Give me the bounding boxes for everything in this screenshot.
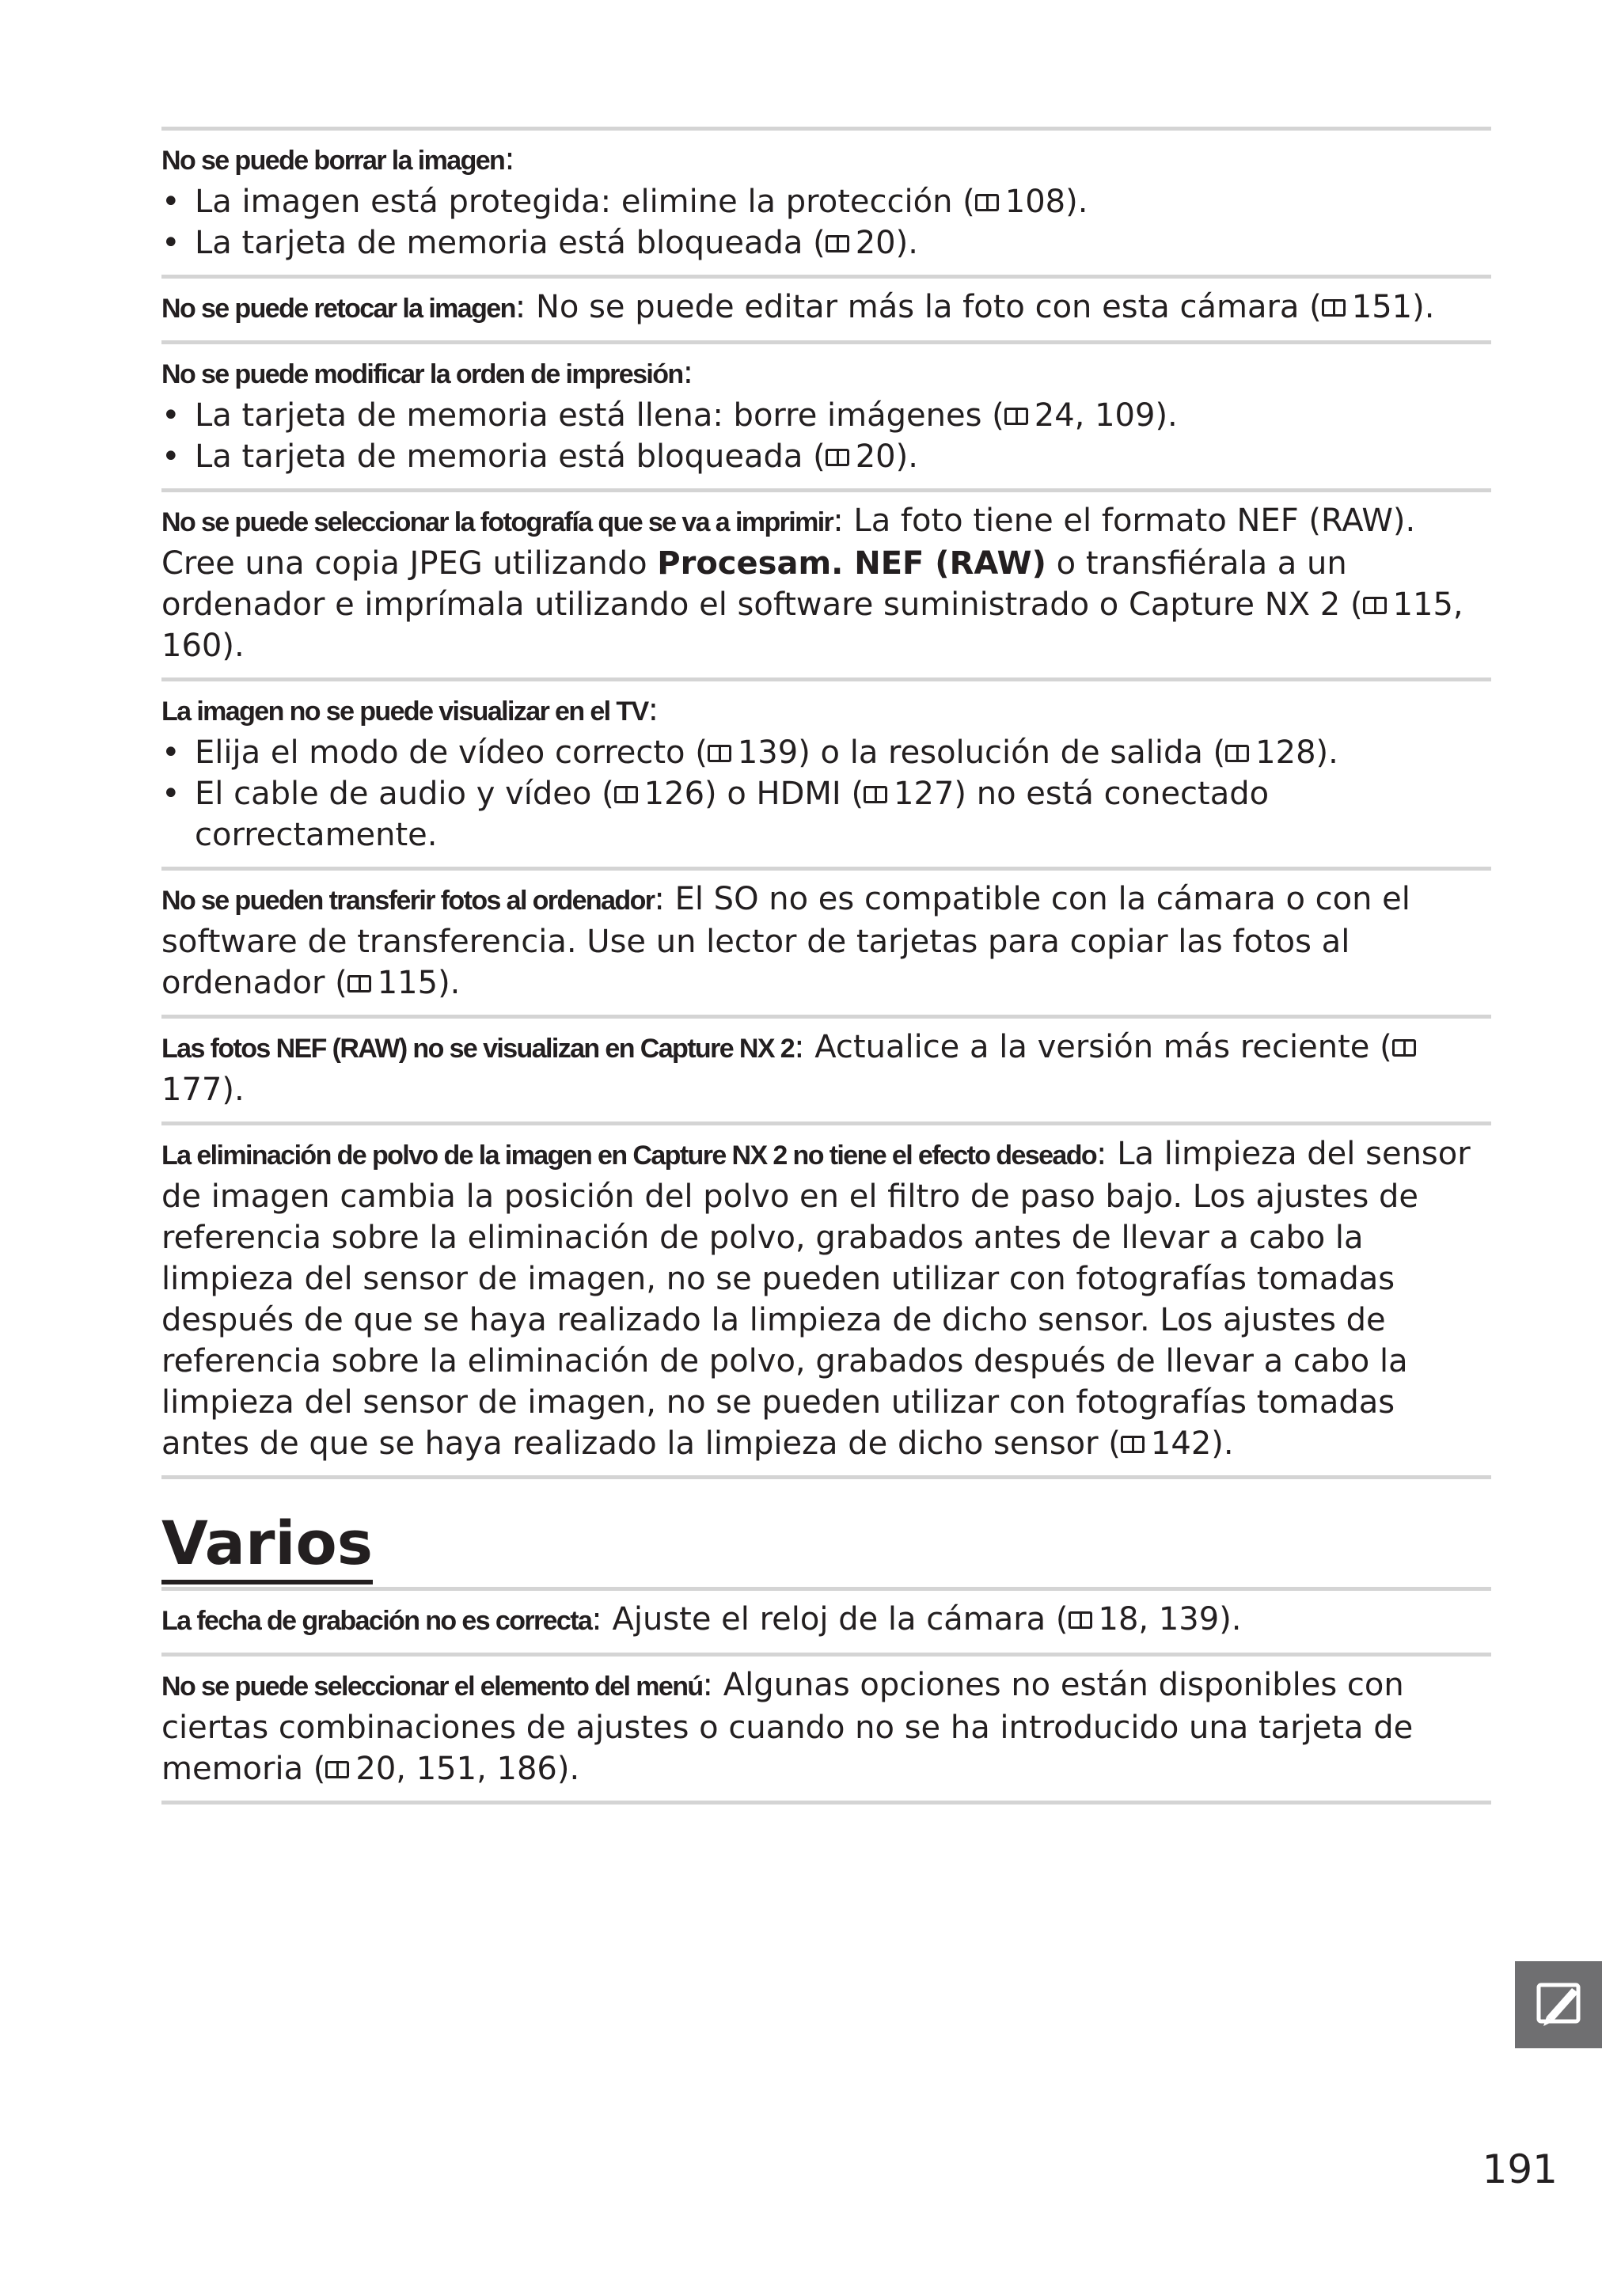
- book-reference-icon: [1225, 745, 1249, 762]
- entry-cannot-modify-print-order: No se puede modificar la orden de impresión: • La tarjeta de memoria está llena: borre imágenes ( 24, 109). • La tarjeta de memoria está bloqueada ( 20).: [161, 340, 1491, 488]
- entry-body: Actualice a la versión más reciente (: [814, 1029, 1392, 1065]
- menu-option-name: Procesam. NEF (RAW): [657, 545, 1046, 582]
- entry-term: No se puede borrar la imagen: [161, 146, 505, 176]
- list-item: • La imagen está protegida: elimine la protección ( 108).: [161, 181, 1491, 222]
- entry-term: La eliminación de polvo de la imagen en Capture NX 2 no tiene el efecto deseado: [161, 1140, 1097, 1171]
- entry-cannot-retouch: No se puede retocar la imagen: No se puede editar más la foto con esta cámara ( 151).: [161, 275, 1491, 340]
- list-item: • La tarjeta de memoria está llena: borre imágenes ( 24, 109).: [161, 395, 1491, 436]
- page-number: 191: [1482, 2146, 1558, 2192]
- book-reference-icon: [864, 786, 887, 803]
- entry-wrong-date: La fecha de grabación no es correcta: Ajuste el reloj de la cámara ( 18, 139).: [161, 1587, 1491, 1653]
- troubleshooting-tab: [1515, 1961, 1602, 2048]
- book-reference-icon: [975, 194, 999, 211]
- entry-body: La foto tiene el formato NEF (RAW). Cree una copia JPEG utilizando: [161, 503, 1416, 582]
- entry-term: La imagen no se puede visualizar en el TV: [161, 696, 648, 727]
- book-reference-icon: [325, 1761, 349, 1778]
- entry-term: La fecha de grabación no es correcta: [161, 1606, 592, 1636]
- book-reference-icon: [1121, 1436, 1145, 1453]
- entry-body: Ajuste el reloj de la cámara (: [612, 1601, 1069, 1638]
- book-reference-icon: [1392, 1039, 1416, 1057]
- list-item: • Elija el modo de vídeo correcto ( 139) o la resolución de salida ( 128).: [161, 732, 1491, 773]
- book-reference-icon: [1004, 408, 1028, 425]
- page-content: [161, 127, 1491, 1805]
- entry-image-not-on-tv: La imagen no se puede visualizar en el TV: • Elija el modo de vídeo correcto ( 139) o la resolución de salida ( 128). • El cable de audio y vídeo ( 126) o HDMI ( 127) no está conectado correctamente.: [161, 677, 1491, 867]
- list-item: • La tarjeta de memoria está bloqueada ( 20).: [161, 436, 1491, 477]
- section-heading: Varios: [161, 1508, 1491, 1579]
- entry-cannot-delete: No se puede borrar la imagen: • La imagen está protegida: elimine la protección ( 108). • La tarjeta de memoria está bloqueada ( 20).: [161, 127, 1491, 275]
- entry-term: No se puede seleccionar el elemento del menú: [161, 1672, 703, 1702]
- book-reference-icon: [826, 449, 849, 466]
- bullet-list: [161, 395, 1491, 477]
- entry-cannot-select-photo-to-print: No se puede seleccionar la fotografía que se va a imprimir: La foto tiene el formato NEF (RAW). Cree una copia JPEG utilizando Procesam. NEF (RAW) o transfiérala a un ordenador e imprímala utilizando el software suministrado o Capture NX 2 ( 115, 160).: [161, 488, 1491, 677]
- entry-nef-not-displayed: Las fotos NEF (RAW) no se visualizan en Capture NX 2: Actualice a la versión más reciente (177).: [161, 1015, 1491, 1121]
- entry-term: No se puede seleccionar la fotografía que se va a imprimir: [161, 507, 833, 537]
- entry-cannot-transfer-photos: No se pueden transferir fotos al ordenador: El SO no es compatible con la cámara o con el software de transferencia. Use un lector de tarjetas para copiar las fotos al ordenador ( 115).: [161, 867, 1491, 1015]
- entry-dust-off-no-effect: La eliminación de polvo de la imagen en Capture NX 2 no tiene el efecto deseado: La limpieza del sensor de imagen cambia la posición del polvo en el filtro de paso bajo. Los ajustes de referencia sobre la eliminación de polvo, grabados antes de llevar a cabo la limpieza del sensor de imagen, no se pueden utilizar con fotografías tomadas después de que se haya realizado la limpieza de dicho sensor. Los ajustes de referencia sobre la eliminación de polvo, grabados después de llevar a cabo la limpieza del sensor de imagen, no se pueden utilizar con fotografías tomadas antes de que se haya realizado la limpieza de dicho sensor ( 142).: [161, 1121, 1491, 1479]
- entry-term: Las fotos NEF (RAW) no se visualizan en Capture NX 2: [161, 1034, 795, 1064]
- book-reference-icon: [826, 235, 849, 252]
- entry-body: El SO no es compatible con la cámara o con el software de transferencia. Use un lector de tarjetas para copiar las fotos al ordenador (: [161, 881, 1410, 1001]
- entry-body: La limpieza del sensor de imagen cambia la posición del polvo en el filtro de paso bajo. Los ajustes de referencia sobre la eliminación de polvo, grabados antes de llevar a cabo la limpieza del sensor de imagen, no se pueden utilizar con fotografías tomadas después de que se haya realizado la limpieza de dicho sensor. Los ajustes de referencia sobre la eliminación de polvo, grabados después de llevar a cabo la limpieza del sensor de imagen, no se pueden utilizar con fotografías tomadas antes de que se haya realizado la limpieza de dicho sensor (: [161, 1136, 1471, 1462]
- entry-body: Algunas opciones no están disponibles con ciertas combinaciones de ajustes o cuando no se ha introducido una tarjeta de memoria (: [161, 1667, 1414, 1787]
- book-reference-icon: [1363, 597, 1387, 614]
- entry-term: No se puede modificar la orden de impresión: [161, 359, 683, 389]
- bullet-list: [161, 181, 1491, 264]
- list-item: • El cable de audio y vídeo ( 126) o HDMI ( 127) no está conectado correctamente.: [161, 773, 1491, 856]
- troubleshooting-icon: [1515, 1961, 1602, 2048]
- entry-menu-item-unavailable: No se puede seleccionar el elemento del menú: Algunas opciones no están disponibles con ciertas combinaciones de ajustes o cuando no se ha introducido una tarjeta de memoria ( 20, 151, 186).: [161, 1653, 1491, 1805]
- book-reference-icon: [1322, 299, 1346, 317]
- entry-term: No se puede retocar la imagen: [161, 294, 515, 324]
- entry-body: No se puede editar más la foto con esta cámara (: [535, 289, 1322, 325]
- book-reference-icon: [708, 745, 731, 762]
- entry-term: No se pueden transferir fotos al ordenador: [161, 886, 655, 916]
- book-reference-icon: [1069, 1611, 1092, 1629]
- book-reference-icon: [347, 975, 371, 992]
- book-reference-icon: [614, 786, 638, 803]
- list-item: • La tarjeta de memoria está bloqueada ( 20).: [161, 222, 1491, 264]
- bullet-list: [161, 732, 1491, 856]
